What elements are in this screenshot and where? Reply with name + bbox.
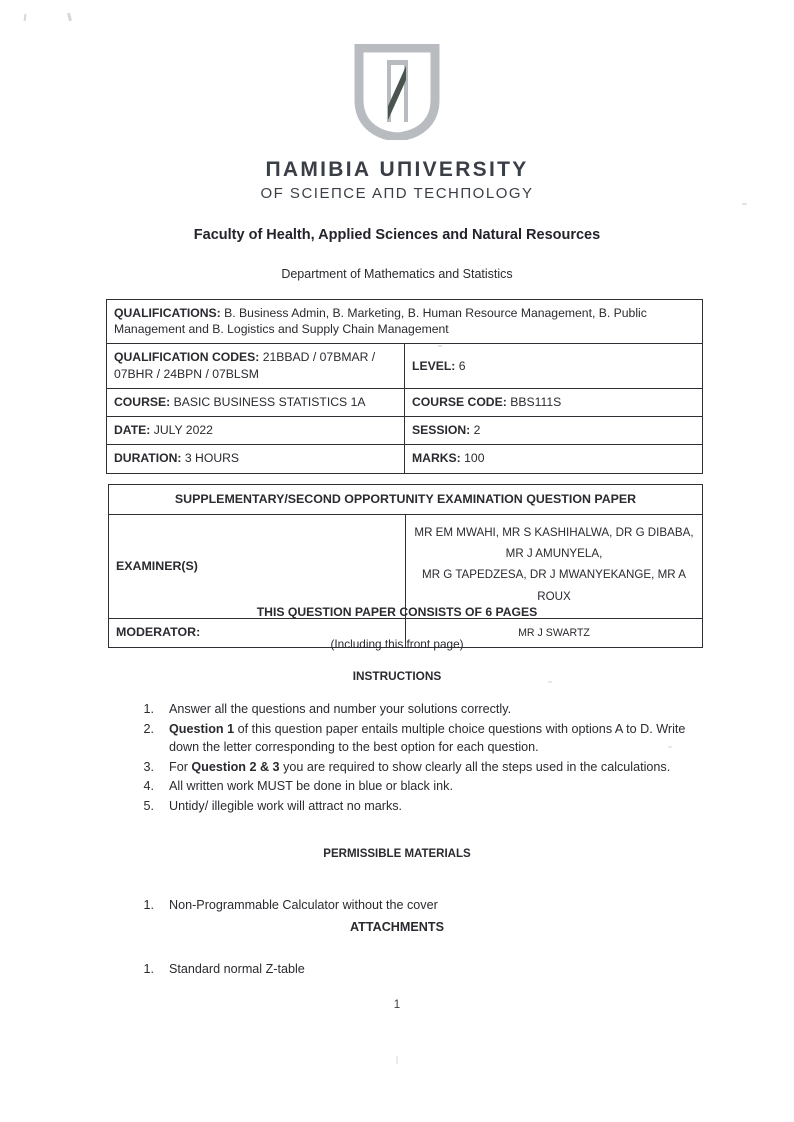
scan-artifact [742, 203, 747, 205]
page-number: 1 [393, 999, 401, 1011]
moderator-value: MR J SWARTZ [406, 619, 703, 648]
exam-type-header: SUPPLEMENTARY/SECOND OPPORTUNITY EXAMINATION QUESTION PAPER [109, 485, 703, 515]
examiners-line-2: MR G TAPEDZESA, DR J MWANYEKANGE, MR A ROUX [422, 568, 686, 603]
session-label: SESSION: [412, 423, 471, 438]
examiners-value [406, 514, 703, 619]
attachment-item [130, 960, 705, 979]
permissible-material-item-text: Non-Programmable Calculator without the cover [169, 898, 438, 912]
date-value: JULY 2022 [150, 423, 213, 438]
instructions-list [130, 700, 705, 816]
duration-cell [107, 445, 405, 473]
instruction-item-text: Answer all the questions and number your solutions correctly. [169, 702, 512, 716]
examiner-table [108, 484, 703, 648]
table-row [107, 417, 703, 445]
faculty-title: Faculty of Health, Applied Sciences and Natural Resources [193, 227, 601, 243]
page-count-note: THIS QUESTION PAPER CONSISTS OF 6 PAGES [256, 605, 538, 619]
instruction-item-number: 5. [143, 798, 154, 813]
permissible-materials-list [130, 896, 705, 916]
attachments-list [130, 960, 705, 980]
instruction-item [130, 700, 705, 719]
moderator-label: MODERATOR: [109, 619, 406, 648]
permissible-material-item-number: 1. [143, 898, 154, 912]
duration-label: DURATION: [114, 451, 182, 466]
level-value: 6 [455, 358, 466, 373]
examiners-label: EXAMINER(S) [109, 514, 406, 619]
table-row [107, 300, 703, 344]
examiners-line-1: MR EM MWAHI, MR S KASHIHALWA, DR G DIBABA, MR J AMUNYELA, [414, 525, 694, 560]
permissible-material-item [130, 896, 705, 915]
marks-cell [405, 445, 703, 473]
table-row [109, 485, 703, 515]
marks-label: MARKS: [412, 451, 461, 466]
attachment-item-number: 1. [143, 962, 154, 976]
instruction-item [130, 777, 705, 796]
instruction-item-number: 1. [143, 702, 154, 716]
table-row [107, 344, 703, 388]
duration-value: 3 HOURS [181, 451, 240, 466]
qualifications-label: QUALIFICATIONS: [114, 306, 221, 320]
instructions-heading: INSTRUCTIONS [352, 669, 442, 683]
course-code-value: BBS111S [506, 394, 562, 409]
instruction-item-number: 2. [143, 721, 154, 736]
instruction-item-text: All written work MUST be done in blue or black ink. [169, 779, 453, 793]
university-subtitle: OF SCIEΠCE AΠD TECHΠOLOGY [260, 184, 534, 202]
instruction-item [130, 797, 705, 816]
including-front-page-note: (Including this front page) [330, 637, 464, 651]
attachment-item-text: Standard normal Z-table [169, 962, 305, 976]
instruction-item-text: Untidy/ illegible work will attract no marks. [169, 798, 403, 813]
session-value: 2 [470, 423, 481, 438]
scan-artifact [67, 13, 72, 21]
qualifications-value: B. Business Admin, B. Marketing, B. Human Resource Management, B. Public Management and B. Logistics and Supply Chain Management [114, 306, 647, 337]
nust-shield-logo-icon [351, 44, 443, 140]
course-cell [107, 388, 405, 416]
scan-artifact [396, 1056, 398, 1064]
permissible-materials-heading: PERMISSIBLE MATERIALS [323, 848, 471, 860]
date-cell [107, 417, 405, 445]
instruction-item [130, 720, 705, 757]
qualification-codes-cell [107, 344, 405, 388]
qualification-codes-value: 21BBAD / 07BMAR / 07BHR / 24BPN / 07BLSM [114, 350, 376, 381]
department-title: Department of Mathematics and Statistics [281, 267, 513, 281]
course-value: BASIC BUSINESS STATISTICS 1A [170, 394, 366, 409]
course-label: COURSE: [114, 394, 171, 409]
session-cell [405, 417, 703, 445]
table-row [107, 445, 703, 473]
table-row [107, 388, 703, 416]
qualifications-cell [107, 300, 703, 344]
level-label: LEVEL: [412, 358, 456, 373]
instruction-item-lead: For [169, 759, 192, 774]
instruction-item-number: 4. [143, 779, 154, 793]
course-code-label: COURSE CODE: [412, 394, 507, 409]
university-name: ΠΑΜΙΒΙΑ UΠΙVERSITY [265, 158, 529, 181]
attachments-heading: ATTACHMENTS [350, 920, 444, 934]
date-label: DATE: [114, 423, 151, 438]
instruction-item-emphasis: Question 2 & 3 [191, 759, 280, 774]
institution-header [0, 44, 794, 202]
instruction-item-text: you are required to show clearly all the steps used in the calculations. [279, 759, 671, 774]
scan-artifact [24, 14, 27, 21]
level-cell [405, 344, 703, 388]
table-row [109, 514, 703, 619]
course-code-cell [405, 388, 703, 416]
marks-value: 100 [460, 451, 485, 466]
exam-info-table [106, 299, 703, 474]
qualification-codes-label: QUALIFICATION CODES: [114, 350, 260, 365]
instruction-item [130, 758, 705, 777]
instruction-item-emphasis: Question 1 [169, 721, 235, 736]
instruction-item-text: of this question paper entails multiple choice questions with options A to D. Write down the letter corresponding to the best option for each question. [169, 721, 686, 754]
instruction-item-number: 3. [143, 759, 154, 774]
